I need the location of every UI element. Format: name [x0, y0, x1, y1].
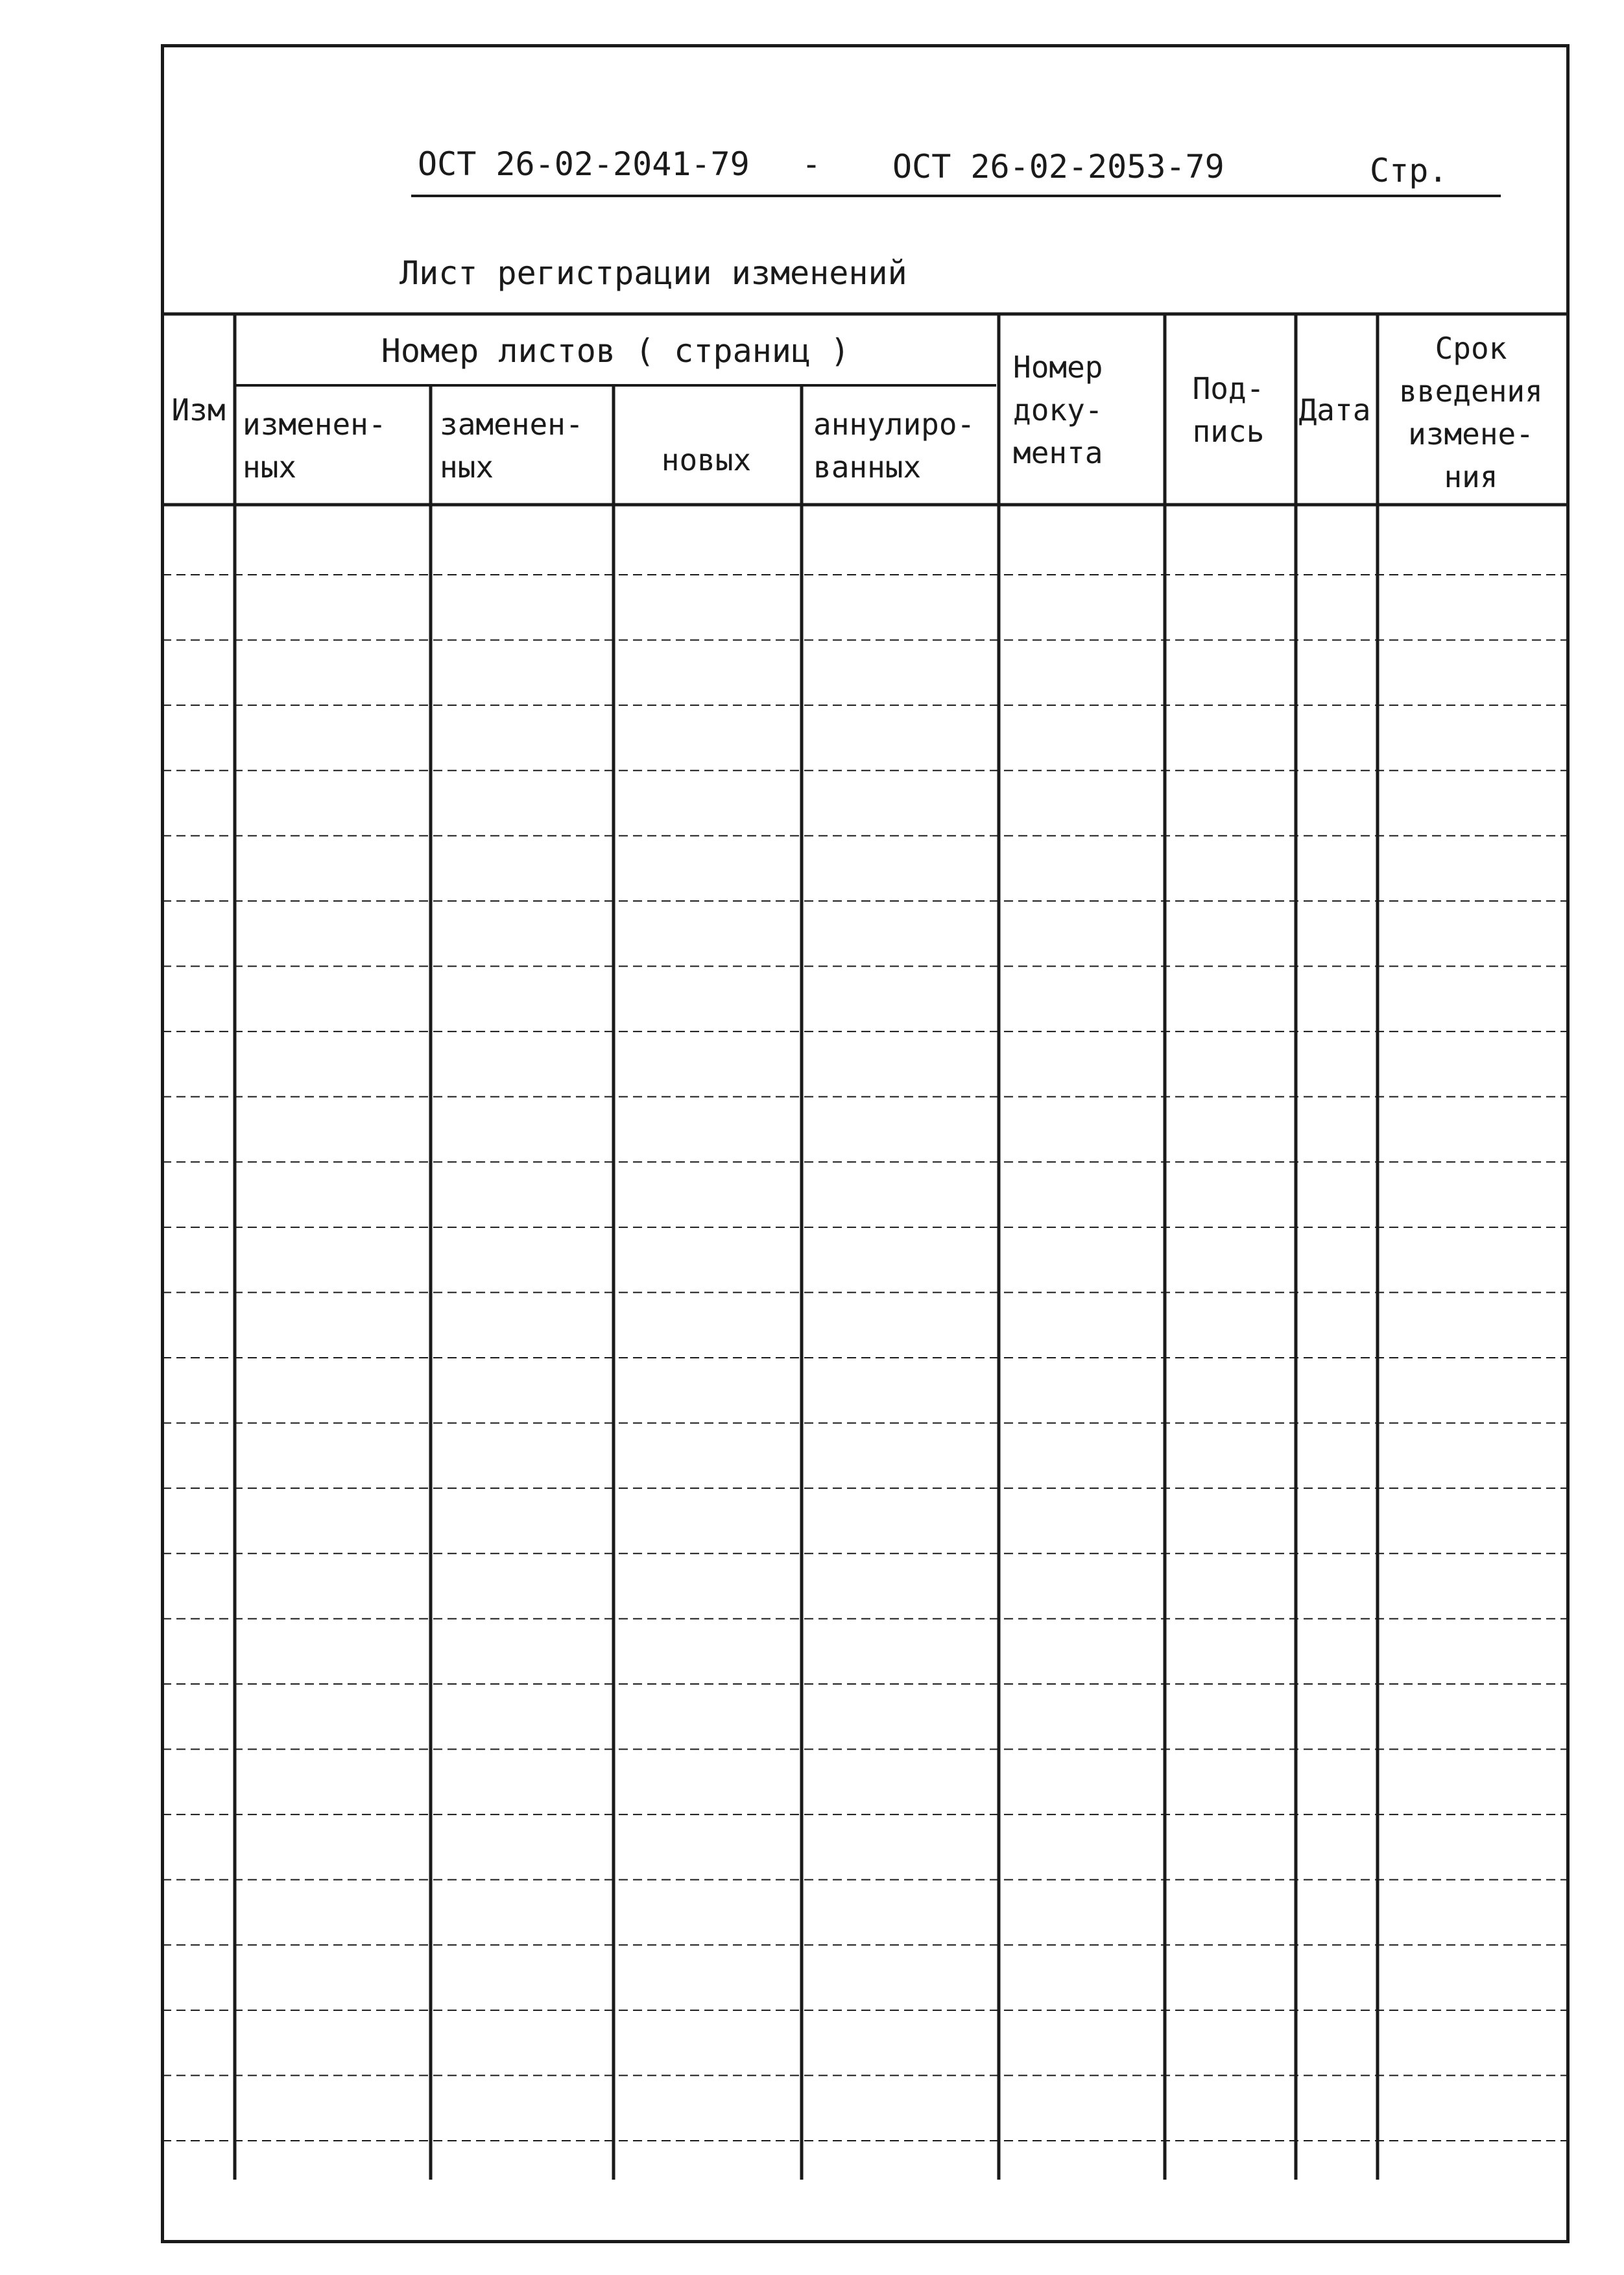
doc-range-dash: -	[802, 145, 822, 183]
sheet-title: Лист регистрации изменений	[400, 254, 907, 292]
col-changed-header: изменен- ных	[243, 407, 387, 485]
doc-range-start: ОСТ 26-02-2041-79	[418, 145, 750, 183]
sheet-numbers-group-header: Номер листов ( страниц )	[381, 332, 850, 370]
col-new-header: новых	[661, 442, 752, 477]
col-term-header: Срок введения измене- ния	[1399, 331, 1543, 494]
page-label: Стр.	[1370, 152, 1448, 189]
col-annulled-header: аннулиро- ванных	[813, 407, 975, 485]
col-doc-number-header: Номер доку- мента	[1013, 350, 1103, 470]
col-replaced-header: заменен- ных	[440, 407, 584, 485]
col-signature-header: Под- пись	[1192, 371, 1265, 449]
col-date-header: Дата	[1298, 392, 1371, 427]
doc-range-end: ОСТ 26-02-2053-79	[892, 148, 1224, 186]
col-izm-header: Изм	[171, 392, 226, 427]
